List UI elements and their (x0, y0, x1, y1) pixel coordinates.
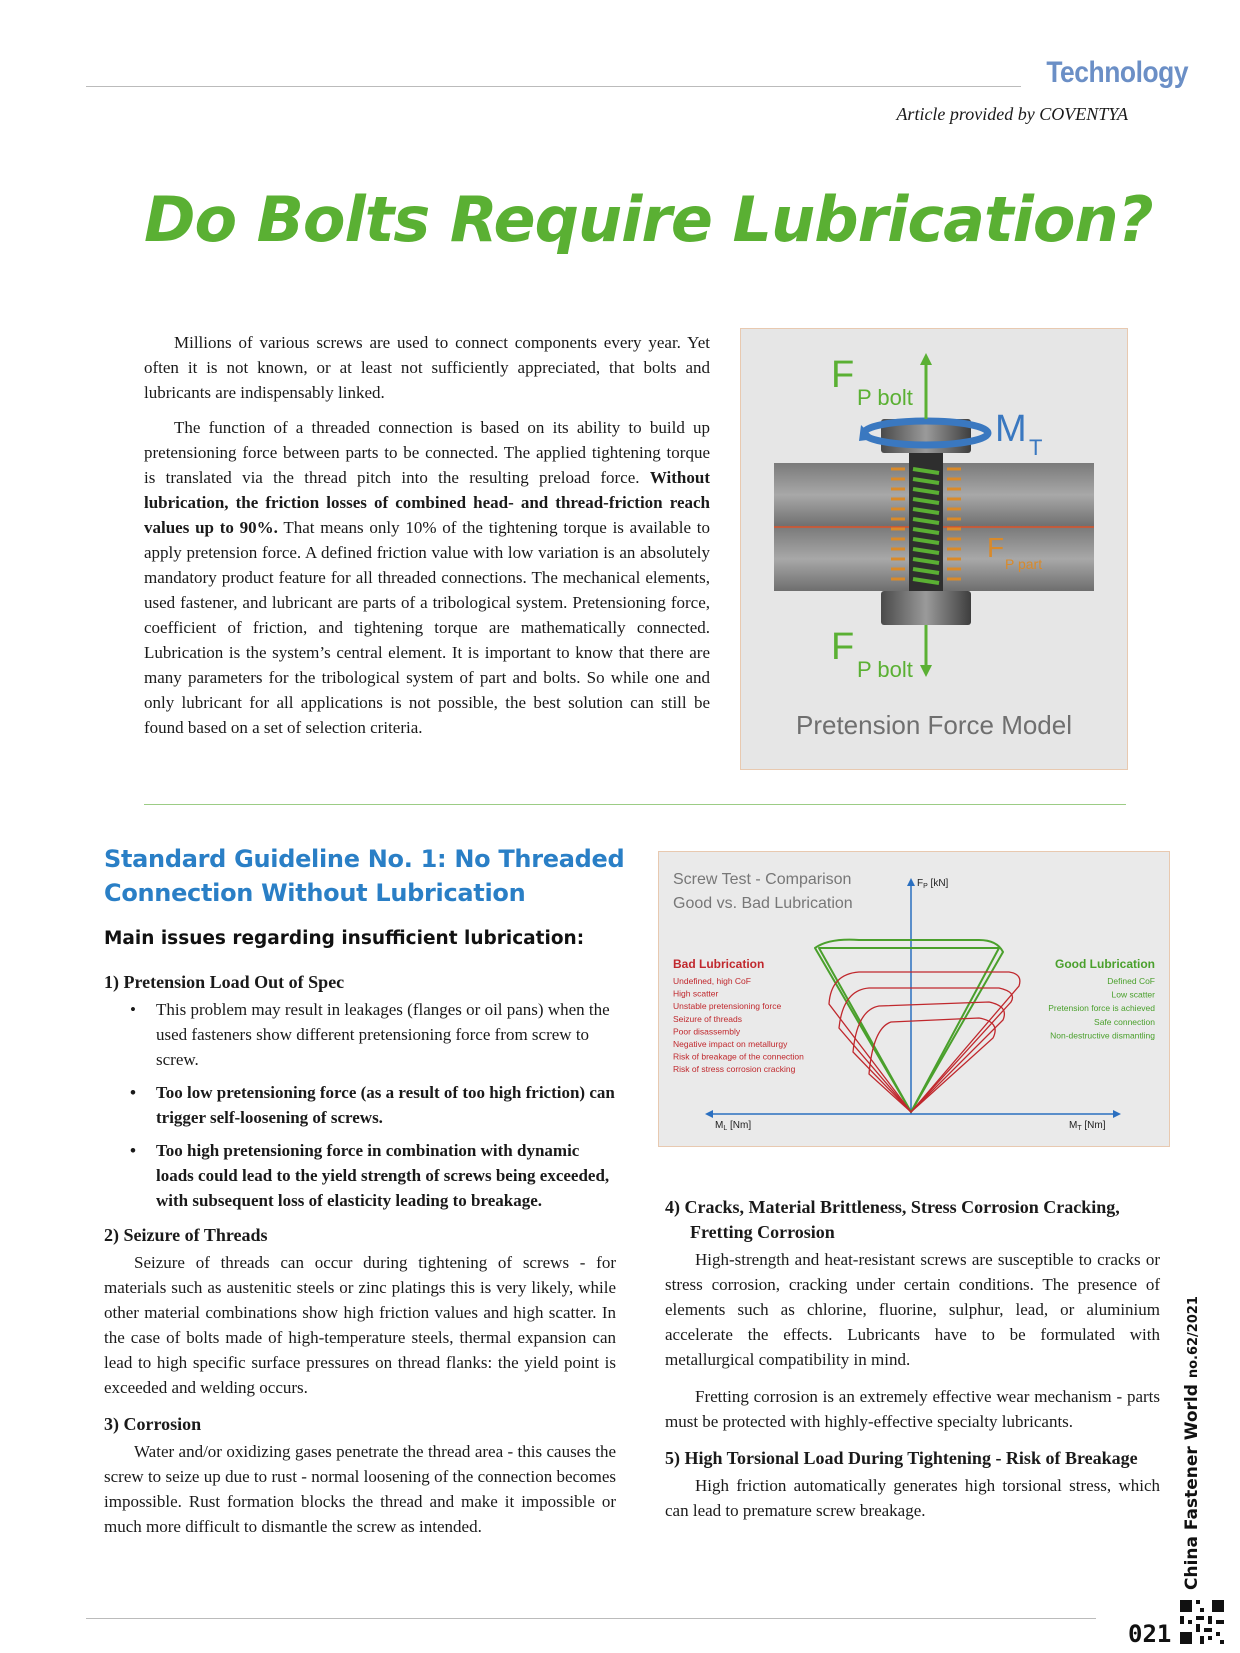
issues-subheading: Main issues regarding insufficient lubrication: (104, 928, 585, 949)
svg-text:P bolt: P bolt (857, 385, 913, 410)
svg-text:F: F (987, 532, 1005, 563)
item-5-title: 5) High Torsional Load During Tightening - Risk of Breakage (665, 1448, 1138, 1468)
bolt-nut (881, 591, 971, 625)
svg-text:P bolt: P bolt (857, 657, 913, 682)
bad-lubrication-curves (829, 972, 1020, 1112)
pretension-force-model-figure (740, 328, 1128, 770)
bullet-2: • Too low pretensioning force (as a result of too high friction) can trigger self-loosening of screws. (156, 1080, 616, 1130)
svg-text:P part: P part (1005, 556, 1043, 572)
magazine-side-label: China Fastener World no.62/2021 (1182, 1296, 1202, 1590)
page-number: 021 (1128, 1620, 1172, 1648)
svg-text:M: M (995, 408, 1027, 450)
left-column (104, 970, 616, 1551)
good-lubrication-item: Pretension force is achieved (1048, 1003, 1155, 1014)
bad-lubrication-item: Undefined, high CoF (673, 976, 751, 986)
bolt-diagram (741, 329, 1127, 769)
intro-paragraph-2: The function of a threaded connection is based on its ability to build up pretensioning force between parts to be connected. The applied tightening torque is translated via the thread pitch into the resulting preload force. Without lubrication, the friction losses of combined head- and thread-friction reach values up to 90%. That means only 10% of the tightening torque is available to apply pretension force. A defined friction value with low variation is an absolutely mandatory product feature for all threaded connections. The mechanical elements, used fastener, and lubricant are parts of a tribological system. Pretensioning force, coefficient of friction, and tightening torque are mathematically connected. Lubrication is the system’s central element. It is important to know that there are many parameters for the tribological system of part and bolts. So while one and only lubricant for all applications is not possible, the best solution can still be found based on a set of selection criteria. (144, 418, 710, 737)
svg-text:F: F (831, 626, 855, 668)
item-2-paragraph: Seizure of threads can occur during tightening of screws - for materials such as austenitic steels or zinc platings this is very likely, while other material combinations show high friction values and high scatter. In the case of bolts made of high-temperature steels, thermal expansion can lead to high specific surface pressures on thread flanks: the yield point is exceeded and welding occurs. (104, 1253, 616, 1397)
item-3-paragraph: Water and/or oxidizing gases penetrate the thread area - this causes the screw to seize up due to rust - normal loosening of the connection becomes impossible. Rust formation blocks the thread and make it impossible or much more difficult to dismantle the screw as intended. (104, 1442, 616, 1536)
good-lubrication-item: Safe connection (1094, 1016, 1155, 1027)
qr-code (1180, 1600, 1224, 1644)
item-5-paragraph: High friction automatically generates high torsional stress, which can lead to premature screw breakage. (665, 1476, 1160, 1520)
svg-text:Good vs. Bad Lubrication: Good vs. Bad Lubrication (673, 895, 853, 912)
header-rule (86, 86, 1021, 87)
bad-lubrication-list (673, 976, 804, 1074)
footer-rule (86, 1618, 1096, 1619)
item-4-paragraph-2: Fretting corrosion is an extremely effective wear mechanism - parts must be protected with highly-effective specialty lubricants. (665, 1387, 1160, 1431)
svg-text:F: F (831, 354, 855, 396)
good-lubrication-item: Low scatter (1111, 989, 1155, 1000)
item-1-title: 1) Pretension Load Out of Spec (104, 972, 345, 992)
bullet-3: • Too high pretensioning force in combination with dynamic loads could lead to the yield strength of screws being exceeded, with subsequent loss of elasticity leading to breakage. (156, 1138, 616, 1213)
bad-lubrication-item: Negative impact on metallurgy (673, 1039, 788, 1049)
intro-text (144, 330, 710, 750)
bad-lubrication-item: High scatter (673, 988, 719, 999)
svg-text:ML [Nm]: $M_L$ [Nm] (715, 1120, 752, 1132)
svg-text:Good Lubrication: Good Lubrication (1055, 957, 1155, 971)
good-lubrication-curves (815, 940, 1003, 1112)
section-divider (144, 804, 1126, 805)
svg-text:MT [Nm]: $M_T$ [Nm] (1069, 1120, 1106, 1132)
item-4-paragraph-1: High-strength and heat-resistant screws are susceptible to cracks or stress corrosion, cracking under certain conditions. The presence of elements such as chlorine, fluorine, sulphur, lead, or aluminium accelerate the effects. Lubricants have to be formulated with metallurgical compatibility in mind. (665, 1250, 1160, 1369)
section-tag: Technology (1046, 56, 1188, 89)
bullet-1: • This problem may result in leakages (flanges or oil pans) when the used fasteners show different pretensioning force from screw to screw. (156, 997, 616, 1072)
svg-text:Bad Lubrication: Bad Lubrication (673, 957, 765, 971)
svg-text:Screw Test - Comparison: Screw Test - Comparison (673, 871, 852, 888)
item-2-title: 2) Seizure of Threads (104, 1225, 268, 1245)
guideline-heading: Standard Guideline No. 1: No Threaded Connection Without Lubrication (104, 845, 625, 907)
bad-lubrication-item: Poor disassembly (673, 1026, 741, 1037)
good-lubrication-item: Defined CoF (1107, 976, 1155, 986)
figure-caption: Pretension Force Model (795, 710, 1073, 740)
bad-lubrication-item: Seizure of threads (673, 1013, 742, 1024)
item-1-bullets (104, 997, 616, 1213)
lubrication-comparison-diagram (659, 852, 1169, 1146)
lubrication-comparison-figure (658, 851, 1170, 1147)
svg-text:FP [kN]: $F_P$ [kN] (917, 878, 949, 890)
intro-paragraph-1: Millions of various screws are used to connect components every year. Yet often it is not known, or at least not sufficiently appreciated, that bolts and lubricants are indispensably linked. (144, 333, 710, 402)
intro-bold-statement: Without lubrication, the friction losses of combined head- and thread-friction reach values up to 90%. (144, 468, 710, 537)
article-title: Do Bolts Require Lubrication? (144, 183, 1153, 256)
bad-lubrication-item: Risk of breakage of the connection (673, 1051, 804, 1062)
item-4-title: 4) Cracks, Material Brittleness, Stress Corrosion Cracking, Fretting Corrosion (665, 1197, 1120, 1242)
svg-text:T: T (1029, 435, 1043, 460)
item-3-title: 3) Corrosion (104, 1414, 202, 1434)
bad-lubrication-item: Risk of stress corrosion cracking (673, 1064, 796, 1075)
good-lubrication-item: Non-destructive dismantling (1050, 1030, 1155, 1041)
bad-lubrication-item: Unstable pretensioning force (673, 1001, 782, 1012)
right-column (665, 1195, 1160, 1535)
article-byline: Article provided by COVENTYA (896, 104, 1128, 124)
good-lubrication-list (1048, 976, 1155, 1040)
